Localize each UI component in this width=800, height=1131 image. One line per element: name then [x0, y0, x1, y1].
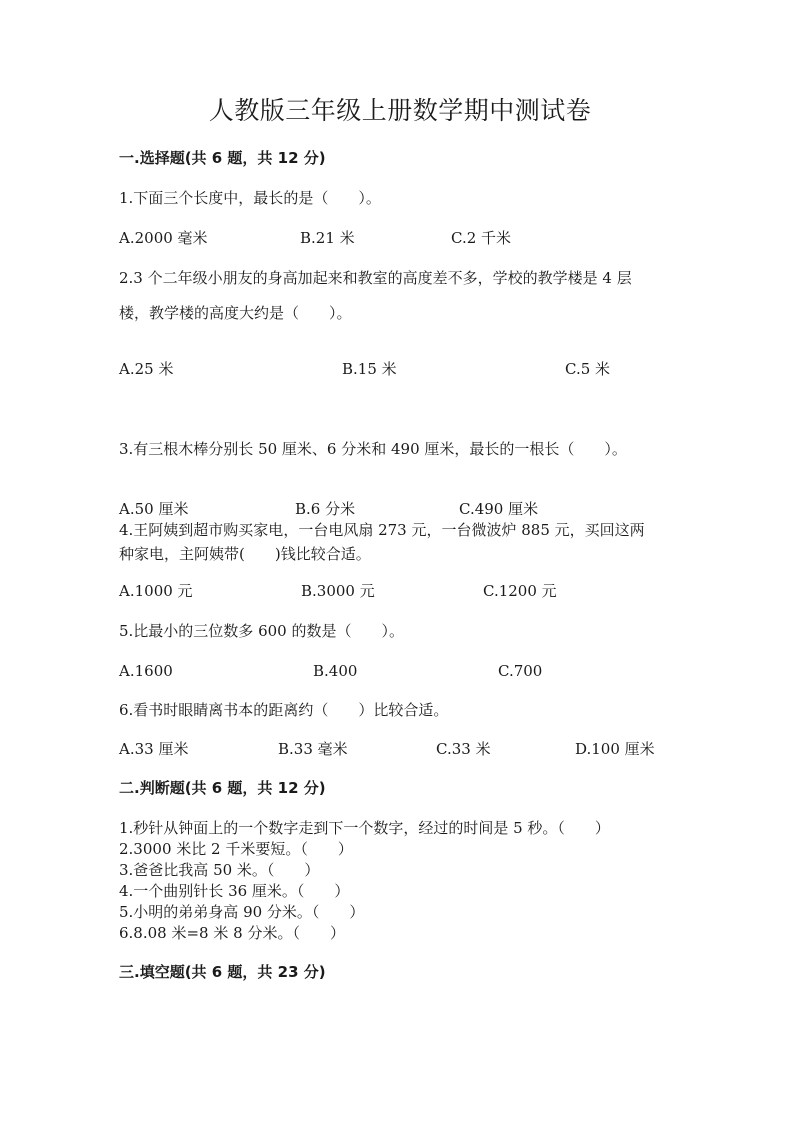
question-6-option-c: C.33 米 — [436, 740, 491, 758]
section-heading-choice: 一.选择题(共 6 题，共 12 分) — [119, 149, 326, 167]
question-5-stem: 5.比最小的三位数多 600 的数是（ ）。 — [119, 622, 404, 640]
question-6-stem: 6.看书时眼睛离书本的距离约（ ）比较合适。 — [119, 701, 449, 719]
question-4-stem-line-2: 种家电，主阿姨带( )钱比较合适。 — [119, 545, 371, 563]
question-2-option-c: C.5 米 — [565, 360, 611, 378]
judgment-item-3: 3.爸爸比我高 50 米。（ ） — [119, 861, 320, 879]
question-5-option-c: C.700 — [498, 662, 543, 680]
judgment-item-6: 6.8.08 米=8 米 8 分米。（ ） — [119, 924, 345, 942]
judgment-item-5: 5.小明的弟弟身高 90 分米。（ ） — [119, 903, 365, 921]
question-1-option-b: B.21 米 — [300, 229, 355, 247]
judgment-item-2: 2.3000 米比 2 千米要短。（ ） — [119, 840, 353, 858]
question-2-stem-line-1: 2.3 个二年级小朋友的身高加起来和教室的高度差不多，学校的教学楼是 4 层 — [119, 269, 632, 287]
question-2-option-b: B.15 米 — [342, 360, 397, 378]
question-6-option-b: B.33 毫米 — [278, 740, 348, 758]
question-3-stem: 3.有三根木棒分别长 50 厘米、6 分米和 490 厘米，最长的一根长（ ）。 — [119, 440, 627, 458]
question-3-option-a: A.50 厘米 — [119, 500, 189, 518]
question-4-option-b: B.3000 元 — [301, 582, 375, 600]
page-title: 人教版三年级上册数学期中测试卷 — [208, 96, 592, 125]
question-6-option-d: D.100 厘米 — [575, 740, 655, 758]
question-6-option-a: A.33 厘米 — [119, 740, 189, 758]
section-heading-true-false: 二.判断题(共 6 题，共 12 分) — [119, 779, 326, 797]
section-heading-fill-blank: 三.填空题(共 6 题，共 23 分) — [119, 963, 326, 981]
judgment-item-1: 1.秒针从钟面上的一个数字走到下一个数字，经过的时间是 5 秒。（ ） — [119, 819, 610, 837]
question-4-option-c: C.1200 元 — [483, 582, 557, 600]
question-1-option-c: C.2 千米 — [451, 229, 512, 247]
question-2-stem-line-2: 楼，教学楼的高度大约是（ ）。 — [119, 304, 352, 322]
question-5-option-b: B.400 — [313, 662, 358, 680]
question-1-stem: 1.下面三个长度中，最长的是（ ）。 — [119, 189, 381, 207]
question-4-stem-line-1: 4.王阿姨到超市购买家电，一台电风扇 273 元，一台微波炉 885 元，买回这两 — [119, 521, 645, 539]
question-5-option-a: A.1600 — [119, 662, 173, 680]
question-1-option-a: A.2000 毫米 — [119, 229, 208, 247]
question-2-option-a: A.25 米 — [119, 360, 174, 378]
question-3-option-b: B.6 分米 — [295, 500, 356, 518]
question-3-option-c: C.490 厘米 — [459, 500, 539, 518]
question-4-option-a: A.1000 元 — [119, 582, 193, 600]
judgment-item-4: 4.一个曲别针长 36 厘米。（ ） — [119, 882, 350, 900]
